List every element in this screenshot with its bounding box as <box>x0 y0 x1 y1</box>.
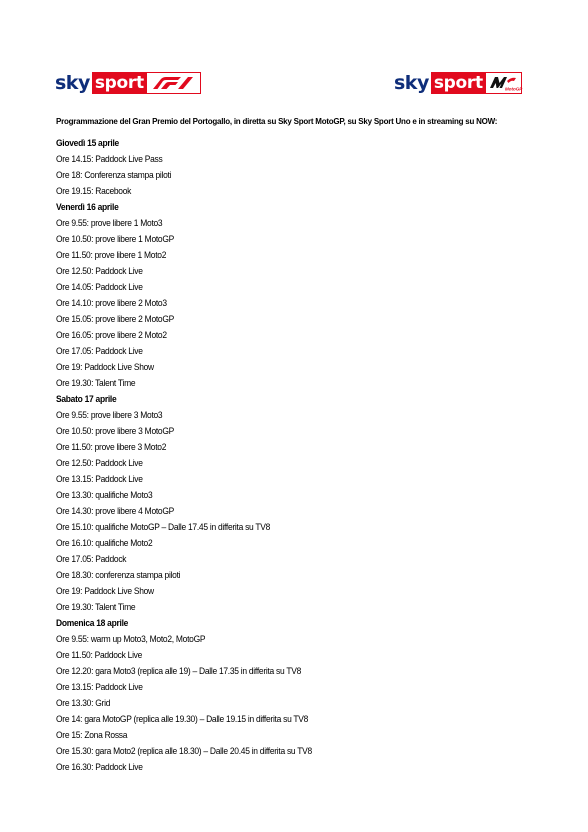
schedule-item: Ore 19.15: Racebook <box>56 186 132 196</box>
schedule-item: Ore 18.30: conferenza stampa piloti <box>56 570 181 580</box>
schedule-item: Ore 9.55: prove libere 3 Moto3 <box>56 410 163 420</box>
schedule-item: Ore 9.55: warm up Moto3, Moto2, MotoGP <box>56 634 206 644</box>
schedule-item: Ore 15.10: qualifiche MotoGP – Dalle 17.45 in differita su TV8 <box>56 522 271 532</box>
sky-sport-f1-logo <box>55 71 201 95</box>
schedule-item: Ore 17.05: Paddock <box>56 554 127 564</box>
motogp-logo-icon <box>486 72 522 94</box>
sky-sport-motogp-logo <box>394 71 522 95</box>
schedule-item: Ore 12.50: Paddock Live <box>56 266 143 276</box>
schedule-item: Ore 13.30: Grid <box>56 698 111 708</box>
schedule-item: Ore 19: Paddock Live Show <box>56 586 154 596</box>
schedule-item: Ore 14: gara MotoGP (replica alle 19.30) – Dalle 19.15 in differita su TV8 <box>56 714 309 724</box>
sky-wordmark: sky <box>394 72 429 94</box>
schedule-item: Ore 16.10: qualifiche Moto2 <box>56 538 153 548</box>
schedule-item: Ore 13.15: Paddock Live <box>56 474 143 484</box>
schedule-item: Ore 12.20: gara Moto3 (replica alle 19) – Dalle 17.35 in differita su TV8 <box>56 666 302 676</box>
schedule-item: Ore 15: Zona Rossa <box>56 730 128 740</box>
schedule-item: Ore 10.50: prove libere 3 MotoGP <box>56 426 175 436</box>
sport-wordmark: sport <box>431 72 486 94</box>
schedule-item: Ore 14.30: prove libere 4 MotoGP <box>56 506 175 516</box>
schedule-item: Ore 16.05: prove libere 2 Moto2 <box>56 330 167 340</box>
schedule-item: Ore 11.50: Paddock Live <box>56 650 143 660</box>
day-heading: Venerdì 16 aprile <box>56 202 119 212</box>
schedule-item: Ore 13.15: Paddock Live <box>56 682 143 692</box>
svg-text:MotoGP: MotoGP <box>505 86 523 92</box>
f1-logo-icon-shape <box>151 76 195 90</box>
schedule-item: Ore 14.10: prove libere 2 Moto3 <box>56 298 167 308</box>
schedule-item: Ore 11.50: prove libere 3 Moto2 <box>56 442 167 452</box>
schedule-list <box>56 135 334 775</box>
sky-wordmark: sky <box>55 72 90 94</box>
intro-text: Programmazione del Gran Premio del Portogallo, in diretta su Sky Sport MotoGP, su Sky Sport Uno e in streaming su NOW: <box>56 116 498 126</box>
schedule-item: Ore 11.50: prove libere 1 Moto2 <box>56 250 167 260</box>
schedule-item: Ore 15.30: gara Moto2 (replica alle 18.30) – Dalle 20.45 in differita su TV8 <box>56 746 312 756</box>
schedule-item: Ore 9.55: prove libere 1 Moto3 <box>56 218 163 228</box>
day-heading: Giovedì 15 aprile <box>56 138 119 148</box>
f1-logo-icon <box>147 72 201 94</box>
sport-wordmark: sport <box>92 72 147 94</box>
schedule-item: Ore 19.30: Talent Time <box>56 602 136 612</box>
day-heading: Domenica 18 aprile <box>56 618 129 628</box>
schedule-item: Ore 12.50: Paddock Live <box>56 458 143 468</box>
schedule-item: Ore 18: Conferenza stampa piloti <box>56 170 172 180</box>
schedule-item: Ore 10.50: prove libere 1 MotoGP <box>56 234 175 244</box>
schedule-item: Ore 16.30: Paddock Live <box>56 762 143 772</box>
schedule-item: Ore 19: Paddock Live Show <box>56 362 154 372</box>
schedule-item: Ore 17.05: Paddock Live <box>56 346 143 356</box>
schedule-item: Ore 19.30: Talent Time <box>56 378 136 388</box>
schedule-item: Ore 14.05: Paddock Live <box>56 282 143 292</box>
schedule-item: Ore 14.15: Paddock Live Pass <box>56 154 163 164</box>
motogp-logo-icon-shape <box>487 74 523 92</box>
day-heading: Sabato 17 aprile <box>56 394 117 404</box>
schedule-item: Ore 13.30: qualifiche Moto3 <box>56 490 153 500</box>
schedule-item: Ore 15.05: prove libere 2 MotoGP <box>56 314 175 324</box>
